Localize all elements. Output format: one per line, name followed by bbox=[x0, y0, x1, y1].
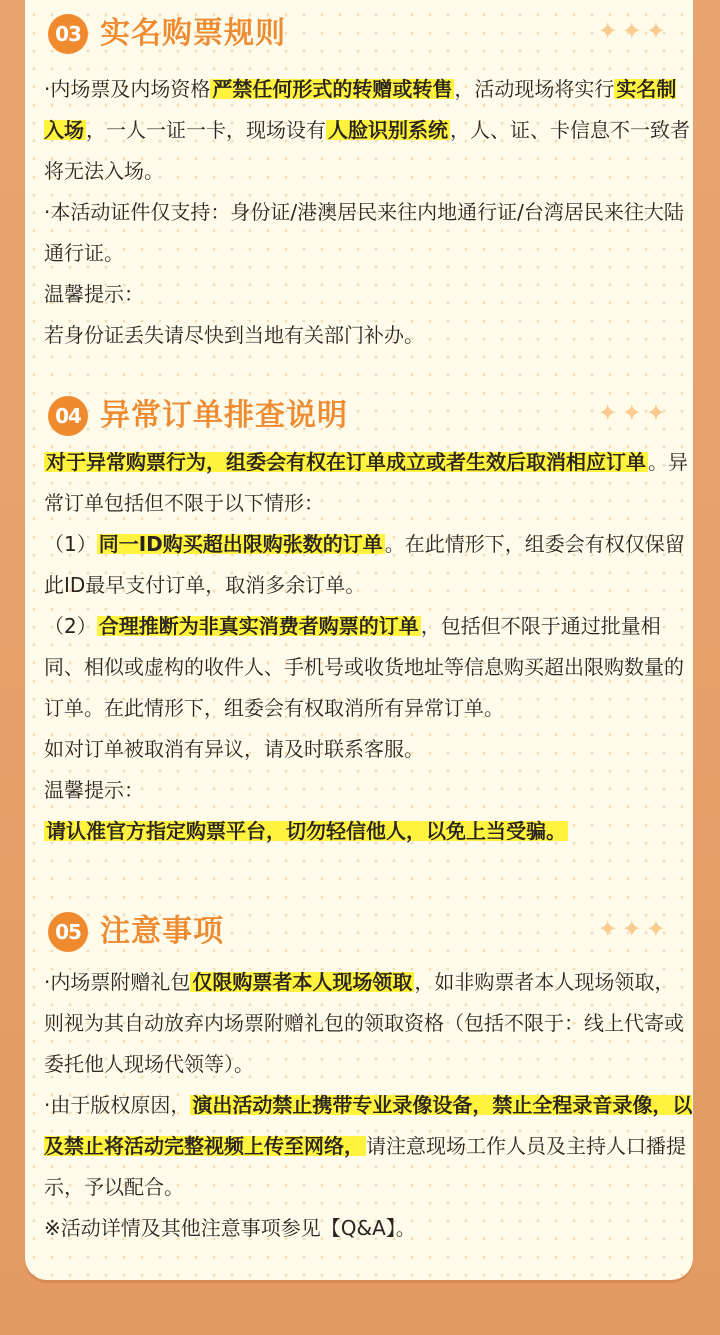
section-abnormal-orders bbox=[44, 390, 694, 852]
section-header bbox=[44, 8, 694, 58]
highlight: 演出活动禁止携带专业录像设备，禁止全程录音录像，以及禁止将活动完整视频上传至网络， bbox=[44, 1093, 693, 1158]
text: 请注意现场工作人员及主持人口播提示，予以配合。 bbox=[44, 1134, 686, 1199]
text: 。异常订单包括但不限于以下情形： bbox=[44, 450, 688, 515]
section-body bbox=[44, 442, 694, 852]
highlight: 对于异常购票行为，组委会有权在订单成立或者生效后取消相应订单 bbox=[46, 450, 646, 474]
highlight: 合理推断为非真实消费者购票的订单 bbox=[98, 614, 419, 638]
paragraph bbox=[44, 962, 694, 1085]
tip-label: 温馨提示： bbox=[44, 778, 144, 802]
text: ，包括但不限于通过批量相同、相似或虚构的收件人、手机号或收货地址等信息购买超出限购数量的订单。在此情形下，组委会有权取消所有异常订单。 bbox=[44, 614, 684, 720]
sparkle-icon: ✦✦✦ bbox=[597, 915, 670, 943]
paragraph bbox=[44, 606, 694, 729]
section-header bbox=[44, 390, 694, 440]
section-number-badge: 05 bbox=[48, 912, 88, 952]
highlight: 同一ID购买超出限购张数的订单 bbox=[98, 532, 383, 556]
paragraph bbox=[44, 811, 694, 852]
section-title: 注意事项 bbox=[100, 914, 224, 949]
paragraph: 如对订单被取消有异议，请及时联系客服。 bbox=[44, 737, 424, 761]
highlight: 人脸识别系统 bbox=[328, 118, 448, 142]
section-ticket-rules bbox=[44, 8, 694, 356]
section-notices bbox=[44, 906, 694, 1249]
section-body bbox=[44, 69, 694, 356]
paragraph bbox=[44, 442, 694, 524]
text: ，如非购票者本人现场领取，则视为其自动放弃内场票附赠礼包的领取资格（包括不限于：线上代寄或委托他人现场代领等）。 bbox=[44, 970, 684, 1076]
section-title: 异常订单排查说明 bbox=[100, 398, 348, 433]
highlight: 严禁任何形式的转赠或转售 bbox=[212, 77, 453, 101]
text: （1） bbox=[44, 532, 97, 556]
sparkle-icon: ✦✦✦ bbox=[597, 17, 670, 45]
text: ·内场票及内场资格 bbox=[44, 77, 211, 101]
section-number-badge: 03 bbox=[48, 14, 88, 54]
section-title: 实名购票规则 bbox=[100, 16, 286, 51]
text: ·由于版权原因， bbox=[44, 1093, 191, 1117]
paragraph bbox=[44, 69, 694, 192]
highlight: 仅限购票者本人现场领取 bbox=[192, 970, 413, 994]
text: ·内场票附赠礼包 bbox=[44, 970, 191, 994]
paragraph: ※活动详情及其他注意事项参见【Q&A】。 bbox=[44, 1216, 416, 1240]
text: ，人、证、卡信息不一致者将无法入场。 bbox=[44, 118, 690, 183]
tip-label: 温馨提示： bbox=[44, 282, 144, 306]
highlight: 请认准官方指定购票平台，切勿轻信他人，以免上当受骗。 bbox=[46, 819, 566, 843]
paragraph: ·本活动证件仅支持：身份证/港澳居民来往内地通行证/台湾居民来往大陆通行证。 bbox=[44, 200, 684, 265]
paragraph bbox=[44, 1085, 694, 1208]
paragraph bbox=[44, 524, 694, 606]
text: 。在此情形下，组委会有权仅保留此ID最早支付订单，取消多余订单。 bbox=[44, 532, 685, 597]
section-body bbox=[44, 962, 694, 1249]
section-header bbox=[44, 906, 694, 956]
text: （2） bbox=[44, 614, 97, 638]
section-number-badge: 04 bbox=[48, 396, 88, 436]
sparkle-icon: ✦✦✦ bbox=[597, 399, 670, 427]
paragraph: 若身份证丢失请尽快到当地有关部门补办。 bbox=[44, 323, 424, 347]
text: ，活动现场将实行 bbox=[454, 77, 615, 101]
highlight: 实名制入场 bbox=[44, 77, 677, 142]
text: ，一人一证一卡，现场设有 bbox=[86, 118, 326, 142]
